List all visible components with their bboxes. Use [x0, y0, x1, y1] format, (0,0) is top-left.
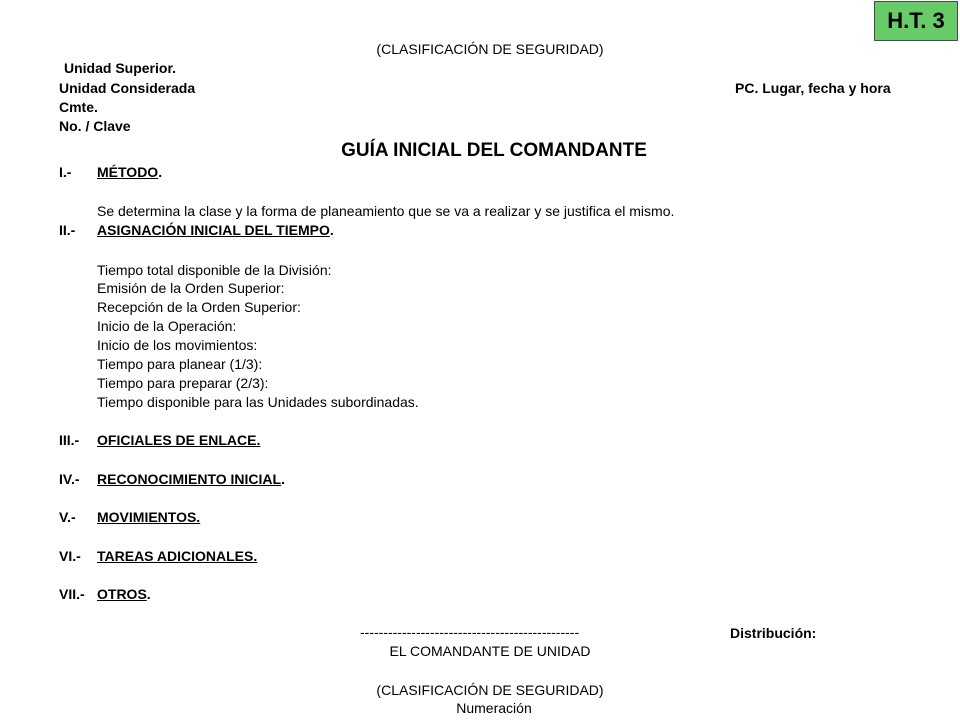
time-item: Tiempo para planear (1/3): [97, 356, 263, 372]
slide-badge-label: H.T. 3 [887, 8, 945, 33]
classification-top: (CLASIFICACIÓN DE SEGURIDAD) [376, 41, 604, 57]
unidad-considerada: Unidad Considerada [59, 80, 196, 96]
time-item: Tiempo para preparar (2/3): [97, 375, 269, 391]
section-heading-tareas: TAREAS ADICIONALES. [97, 548, 258, 564]
time-item: Emisión de la Orden Superior: [97, 280, 285, 296]
section-heading-reconocimiento: RECONOCIMIENTO INICIAL. [97, 471, 285, 487]
section-heading-movimientos: MOVIMIENTOS. [97, 509, 201, 525]
time-item: Recepción de la Orden Superior: [97, 299, 301, 315]
cmte-label: Cmte. [59, 99, 98, 115]
no-clave-label: No. / Clave [59, 118, 131, 134]
numeracion-label: Numeración [456, 700, 532, 716]
unidad-superior: Unidad Superior. [64, 60, 177, 76]
classification-bottom: (CLASIFICACIÓN DE SEGURIDAD) [376, 682, 604, 698]
section-heading-oficiales: OFICIALES DE ENLACE. [97, 432, 261, 448]
distribucion-label: Distribución: [730, 625, 817, 641]
signature-line: ----------------------------------------------- [360, 624, 580, 640]
pc-lugar-fecha-hora: PC. Lugar, fecha y hora [735, 80, 891, 96]
time-item: Tiempo total disponible de la División: [97, 262, 332, 278]
section-number: VI.- [59, 548, 81, 564]
time-item: Tiempo disponible para las Unidades subordinadas. [97, 394, 419, 410]
time-item: Inicio de la Operación: [97, 318, 237, 334]
section-number: VII.- [59, 586, 85, 602]
section-number: II.- [59, 222, 76, 238]
section-heading-asignacion: ASIGNACIÓN INICIAL DEL TIEMPO. [97, 222, 334, 238]
section-number: III.- [59, 432, 80, 448]
section-heading-otros: OTROS. [97, 586, 151, 602]
section-number: V.- [59, 509, 76, 525]
method-description: Se determina la clase y la forma de planeamiento que se va a realizar y se justifica el mismo. [97, 203, 675, 219]
slide-badge [874, 1, 958, 41]
comandante-signature: EL COMANDANTE DE UNIDAD [389, 643, 591, 659]
section-number: I.- [59, 164, 72, 180]
section-number: IV.- [59, 471, 80, 487]
page-title: GUÍA INICIAL DEL COMANDANTE [341, 140, 647, 161]
section-heading-metodo: MÉTODO. [97, 164, 163, 180]
time-item: Inicio de los movimientos: [97, 337, 258, 353]
